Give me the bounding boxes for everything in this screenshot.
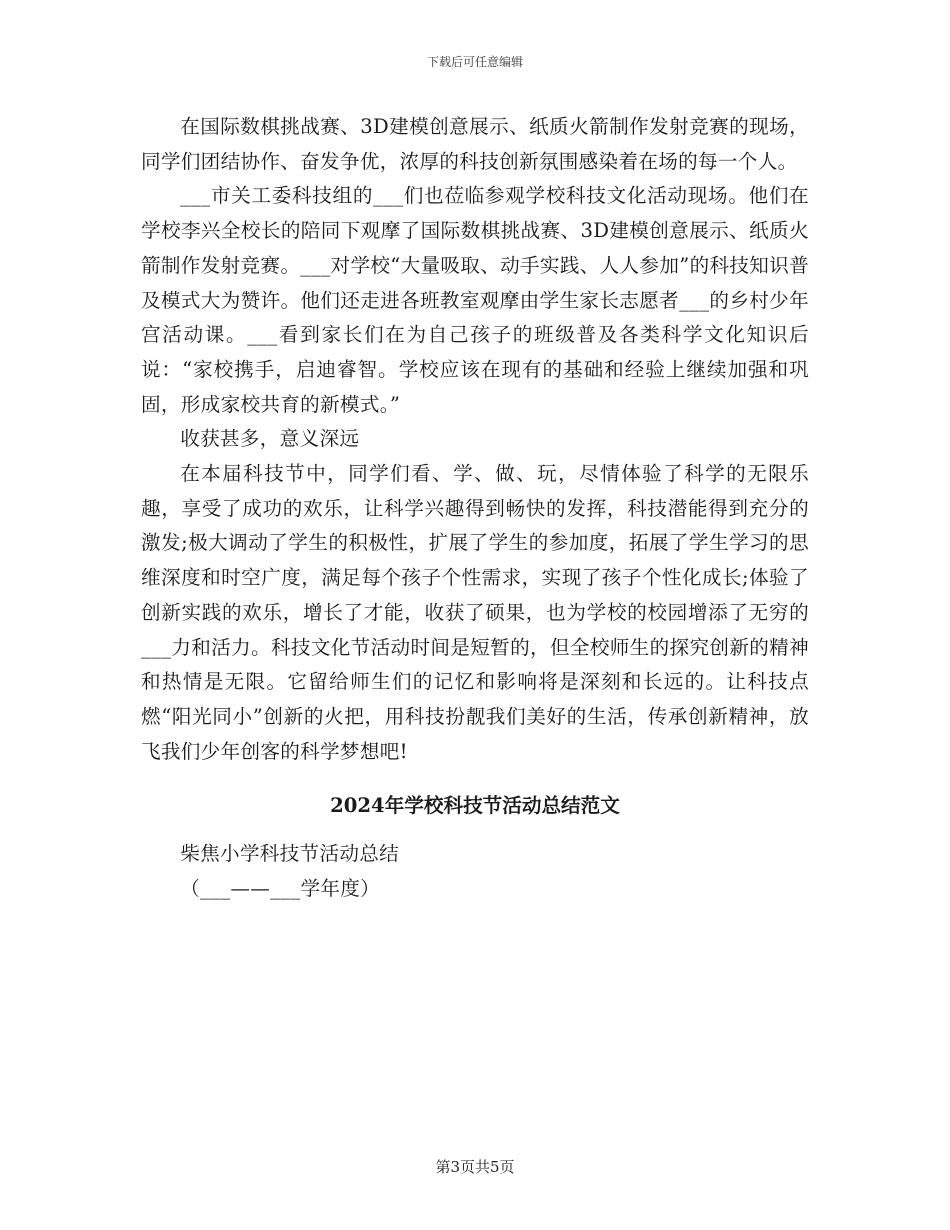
- page-number: 第3页共5页: [435, 1158, 515, 1176]
- document-body: [141, 110, 809, 907]
- section-title: 2024年学校科技节活动总结范文: [330, 794, 620, 818]
- paragraph-competition-scene: 在国际数棋挑战赛、3D建模创意展示、纸质火箭制作发射竞赛的现场，同学们团结协作、奋发争优，浓厚的科技创新氛围感染着在场的每一个人。: [141, 115, 809, 173]
- paragraph-visit: ___市关工委科技组的___们也莅临参观学校科技文化活动现场。他们在学校李兴全校长的陪同下观摩了国际数棋挑战赛、3D建模创意展示、纸质火箭制作发射竞赛。___对学校“大量吸取、动手实践、人人参加”的科技知识普及模式大为赞许。他们还走进各班教室观摩由学生家长志愿者___的乡村少年宫活动课。___看到家长们在为自己孩子的班级普及各类科学文化知识后说：“家校携手，启迪睿智。学校应该在现有的基础和经验上继续加强和巩固，形成家校共育的新模式。”: [141, 184, 809, 416]
- paragraph-heading-harvest: 收获甚多，意义深远: [180, 427, 360, 451]
- section-subtitle: 柴焦小学科技节活动总结: [180, 842, 400, 866]
- section-year-line: （___——___学年度）: [180, 877, 381, 901]
- paragraph-summary: 在本届科技节中，同学们看、学、做、玩，尽情体验了科学的无限乐趣，享受了成功的欢乐，让科学兴趣得到畅快的发挥，科技潜能得到充分的激发;极大调动了学生的积极性，扩展了学生的参加度，拓展了学生学习的思维深度和时空广度，满足每个孩子个性需求，实现了孩子个性化成长;体验了创新实践的欢乐，增长了才能，收获了硕果，也为学校的校园增添了无穷的___力和活力。科技文化节活动时间是短暂的，但全校师生的探究创新的精神和热情是无限。它留给师生们的记忆和影响将是深刻和长远的。让科技点燃“阳光同小”创新的火把，用科技扮靓我们美好的生活，传承创新精神，放飞我们少年创客的科学梦想吧!: [141, 462, 809, 763]
- header-note: 下载后可任意编辑: [426, 55, 523, 69]
